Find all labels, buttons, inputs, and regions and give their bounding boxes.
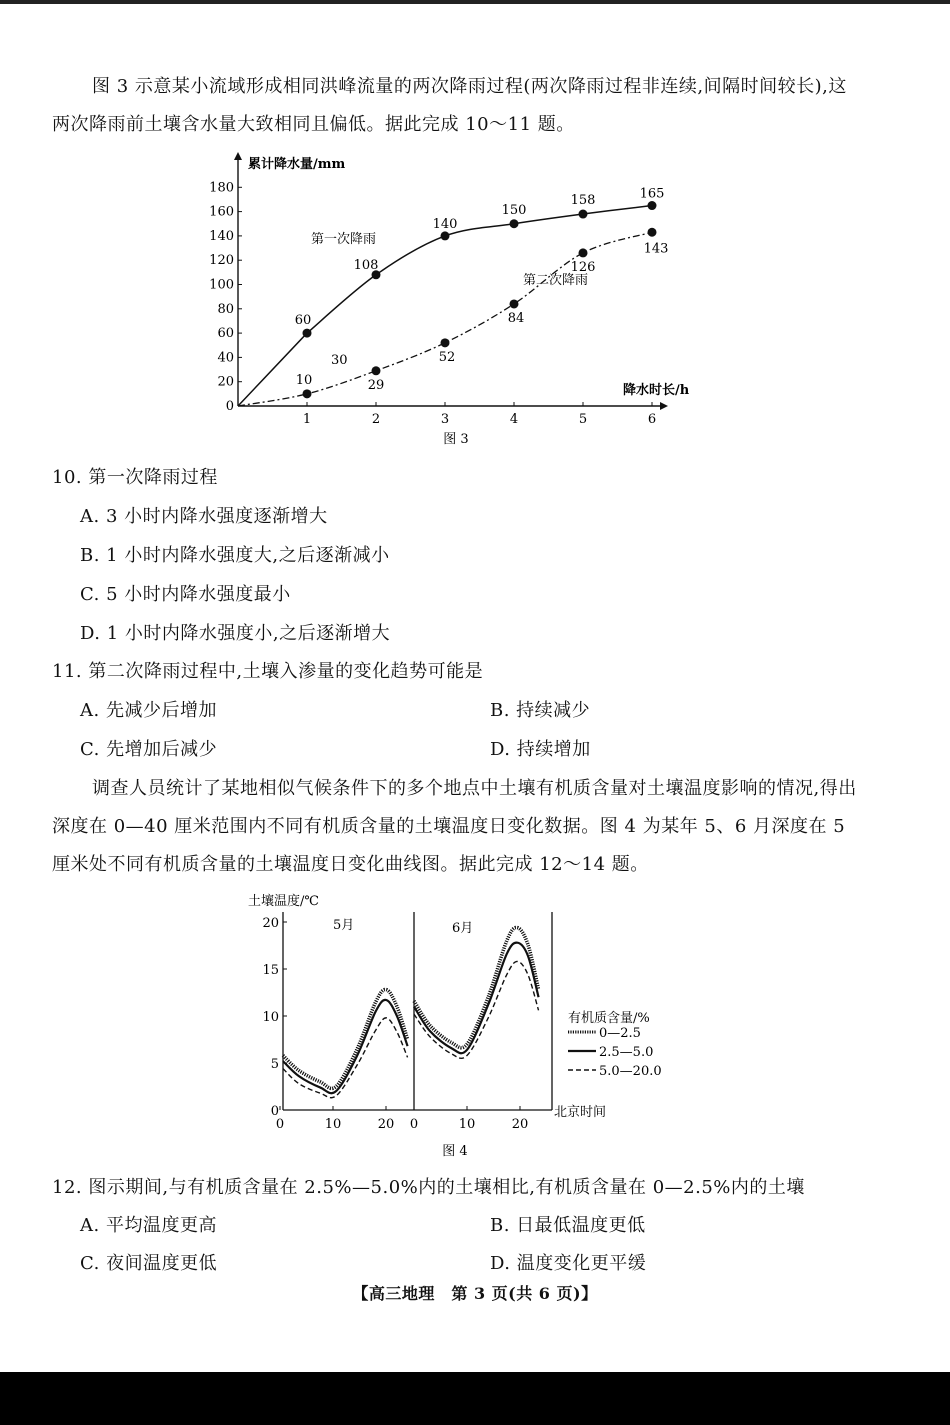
fig3-x-tick-label: 4 <box>509 412 519 427</box>
fig3-series-2-data-label: 29 <box>367 377 385 393</box>
q10-option-c: C. 5 小时内降水强度最小 <box>80 584 291 605</box>
fig3-series-1-data-label: 108 <box>353 257 379 273</box>
fig3-series-1-data-label: 60 <box>294 313 312 329</box>
fig3-x-tick-label: 5 <box>578 412 588 427</box>
fig4-panel-may: 5月 <box>333 918 355 933</box>
fig3-series1-name: 第一次降雨 <box>311 232 377 247</box>
fig3-series-1-point <box>579 210 588 219</box>
fig3-extra-label: 30 <box>331 353 348 368</box>
fig3-series-1-data-label: 140 <box>432 216 458 232</box>
intro-paragraph-1: 图 3 示意某小流域形成相同洪峰流量的两次降雨过程(两次降雨过程非连续,间隔时间较长),这两次降雨前土壤含水量大致相同且偏低。据此完成 10～11 题。 <box>52 76 847 135</box>
q12-option-a: A. 平均温度更高 <box>80 1215 217 1236</box>
fig4-legend-label-2: 2.5—5.0 <box>599 1045 654 1060</box>
fig3-series-2-point <box>579 248 588 257</box>
intro-paragraph-2: 调查人员统计了某地相似气候条件下的多个地点中土壤有机质含量对土壤温度影响的情况,得出深度在 0—40 厘米范围内不同有机质含量的土壤温度日变化数据。图 4 为某年 5、6 月深度在 5 厘米处不同有机质含量的土壤温度日变化曲线图。据此完成 12～14 题。 <box>52 778 857 875</box>
q12-option-d: D. 温度变化更平缓 <box>490 1253 647 1274</box>
fig4-x-tick-label: 10 <box>458 1117 476 1132</box>
fig3-series-1-data-label: 158 <box>570 193 596 209</box>
q10-option-b: B. 1 小时内降水强度大,之后逐渐减小 <box>80 545 390 566</box>
fig3-y-tick-label: 0 <box>225 399 234 414</box>
fig3-series-2-data-label: 52 <box>438 349 456 365</box>
fig3-series-2-data-label: 126 <box>570 259 596 275</box>
fig3-y-tick-label: 100 <box>209 277 234 293</box>
fig4-y-axis-title: 土壤温度/℃ <box>248 894 319 909</box>
scan-bottom-band <box>0 1372 950 1425</box>
fig4-legend-label-3: 5.0—20.0 <box>599 1064 662 1079</box>
fig3-x-tick-label: 3 <box>440 412 450 427</box>
q12-option-b: B. 日最低温度更低 <box>490 1215 646 1236</box>
fig3-y-tick-label: 40 <box>217 350 234 366</box>
q11-option-d: D. 持续增加 <box>490 739 591 760</box>
fig3-series-1-data-label: 165 <box>639 186 665 202</box>
fig3-x-tick-label: 1 <box>302 412 312 427</box>
fig3-series-1-point <box>648 201 657 210</box>
fig3-x-axis-title: 降水时长/h <box>623 383 690 398</box>
fig4-x-tick-label: 20 <box>377 1117 395 1132</box>
fig3-series-1-point <box>510 219 519 228</box>
fig3-y-axis-title: 累计降水量/mm <box>248 157 346 172</box>
fig3-series2-name: 第二次降雨 <box>523 273 589 288</box>
top-rule <box>0 0 950 4</box>
fig3-series-2-point <box>303 389 312 398</box>
fig3-series-2-point <box>510 299 519 308</box>
fig4-y-tick-label: 15 <box>262 963 279 978</box>
q10-option-d: D. 1 小时内降水强度小,之后逐渐增大 <box>80 623 391 644</box>
fig3-y-tick-label: 60 <box>217 326 234 342</box>
fig3-y-axis-arrow <box>234 152 242 160</box>
fig4-y-tick-label: 0 <box>270 1104 279 1119</box>
fig3-series-2-data-label: 143 <box>643 241 669 257</box>
fig4-series-3-may-line <box>283 1018 408 1098</box>
fig3-x-axis-arrow <box>660 402 668 410</box>
fig3-series-2-point <box>372 366 381 375</box>
fig3-series-2-point <box>648 228 657 237</box>
fig4-x-tick-label: 0 <box>275 1117 285 1132</box>
fig3-series-2-data-label: 10 <box>295 372 313 388</box>
page-footer: 【高三地理 第 3 页(共 6 页)】 <box>352 1284 598 1303</box>
fig4-x-tick-label: 0 <box>409 1117 419 1132</box>
q12-stem: 12. 图示期间,与有机质含量在 2.5%—5.0%内的土壤相比,有机质含量在 0—2.5%内的土壤 <box>52 1177 805 1198</box>
fig4-y-tick-label: 5 <box>270 1057 279 1072</box>
fig3-y-tick-label: 140 <box>209 228 234 244</box>
fig4-y-tick-label: 10 <box>262 1010 279 1025</box>
fig3-x-tick-label: 6 <box>647 412 657 427</box>
fig3-caption: 图 3 <box>443 432 469 447</box>
fig4-x-tick-label: 20 <box>511 1117 529 1132</box>
fig3-series-1-point <box>441 231 450 240</box>
fig3-y-tick-label: 180 <box>209 180 234 196</box>
fig4-series-1-june-line <box>414 928 539 1048</box>
figure-4-chart <box>240 888 680 1163</box>
q11-option-b: B. 持续减少 <box>490 700 591 721</box>
fig4-series-2-may-line <box>283 1000 408 1093</box>
fig3-series-1-data-label: 150 <box>501 202 527 218</box>
fig3-series-1-point <box>303 329 312 338</box>
fig3-y-tick-label: 80 <box>217 301 234 317</box>
fig4-caption: 图 4 <box>442 1144 468 1159</box>
fig3-y-tick-label: 120 <box>209 253 234 269</box>
fig4-x-tick-label: 10 <box>324 1117 342 1132</box>
q10-stem: 10. 第一次降雨过程 <box>52 467 218 488</box>
fig4-legend-label-1: 0—2.5 <box>599 1026 641 1041</box>
fig4-panel-june: 6月 <box>452 921 474 936</box>
fig4-legend-title: 有机质含量/% <box>568 1011 650 1026</box>
q11-option-a: A. 先减少后增加 <box>80 700 217 721</box>
q10-option-a: A. 3 小时内降水强度逐渐增大 <box>80 506 328 527</box>
fig4-x-axis-title: 北京时间 <box>554 1105 607 1120</box>
fig3-x-tick-label: 2 <box>371 412 381 427</box>
fig4-y-tick-label: 20 <box>262 916 279 931</box>
fig3-y-tick-label: 20 <box>217 374 234 390</box>
fig3-y-tick-label: 160 <box>209 204 234 220</box>
figure-3-chart <box>200 148 720 453</box>
fig3-series-2-point <box>441 338 450 347</box>
q11-stem: 11. 第二次降雨过程中,土壤入渗量的变化趋势可能是 <box>52 661 484 682</box>
q12-option-c: C. 夜间温度更低 <box>80 1253 218 1274</box>
fig4-series-2-june-line <box>414 943 539 1054</box>
fig3-series-2-data-label: 84 <box>507 310 525 326</box>
fig4-series-3-june-line <box>414 961 539 1058</box>
fig4-series-1-may-line <box>283 990 408 1089</box>
q11-option-c: C. 先增加后减少 <box>80 739 218 760</box>
